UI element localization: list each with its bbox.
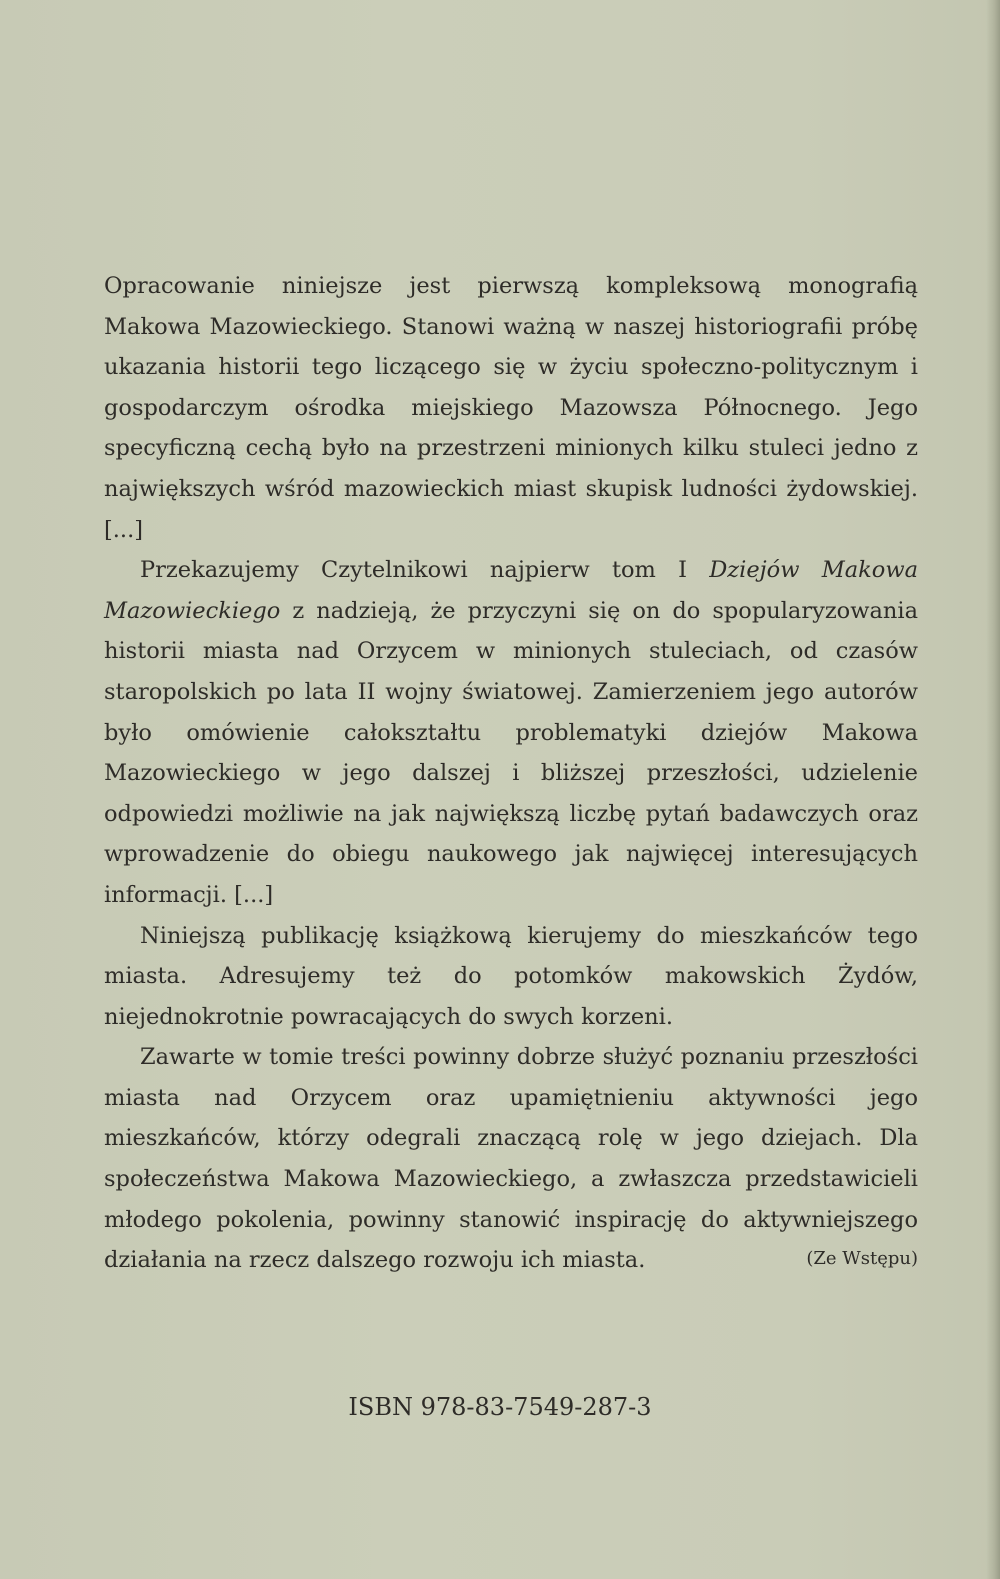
cover-edge-shadow	[986, 0, 1000, 1579]
blurb-paragraph-1: Opracowanie niniejsze jest pierwszą kompleksową monografią Makowa Mazowieckiego. Stanowi ważną w naszej historiografii próbę ukazania historii tego liczącego się w życiu społeczno-politycznym i gospodarczym ośrodka miejskiego Mazowsza Północnego. Jego specyficzną cechą było na przestrzeni minionych kilku stuleci jedno z największych wśród mazowieckich miast skupisk ludności żydowskiej. [...]	[104, 273, 918, 543]
source-attribution: (Ze Wstępu)	[806, 1248, 918, 1269]
book-title-italic: Dziejów Makowa Mazowieckiego	[104, 557, 918, 624]
blurb-paragraph-2-lead: Przekazujemy Czytelnikowi najpierw tom I	[140, 557, 710, 584]
blurb-text	[104, 266, 918, 1281]
isbn-number: ISBN 978-83-7549-287-3	[348, 1393, 652, 1421]
blurb-paragraph-2	[104, 550, 918, 915]
blurb-paragraph-3: Niniejszą publikację książkową kierujemy do mieszkańców tego miasta. Adresujemy też do potomków makowskich Żydów, niejednokrotnie powracających do swych korzeni.	[104, 922, 918, 1030]
blurb-paragraph-4: Zawarte w tomie treści powinny dobrze służyć poznaniu przeszłości miasta nad Orzycem oraz upamiętnieniu aktywności jego mieszkańców, którzy odegrali znaczącą rolę w jego dziejach. Dla społeczeństwa Makowa Mazowieckiego, a zwłaszcza przedstawicieli młodego pokolenia, powinny stanowić inspirację do aktywniejszego działania na rzecz dalszego rozwoju ich miasta.	[104, 1044, 918, 1274]
blurb-paragraph-2-rest: z nadzieją, że przyczyni się on do spopularyzowania historii miasta nad Orzycem w minionych stuleciach, od czasów staropolskich po lata II wojny światowej. Zamierzeniem jego autorów było omówienie całokształtu problematyki dziejów Makowa Mazowieckiego w jego dalszej i bliższej przeszłości, udzielenie odpowiedzi możliwie na jak największą liczbę pytań badawczych oraz wprowadzenie do obiegu naukowego jak najwięcej interesujących informacji. [...]	[104, 597, 918, 908]
